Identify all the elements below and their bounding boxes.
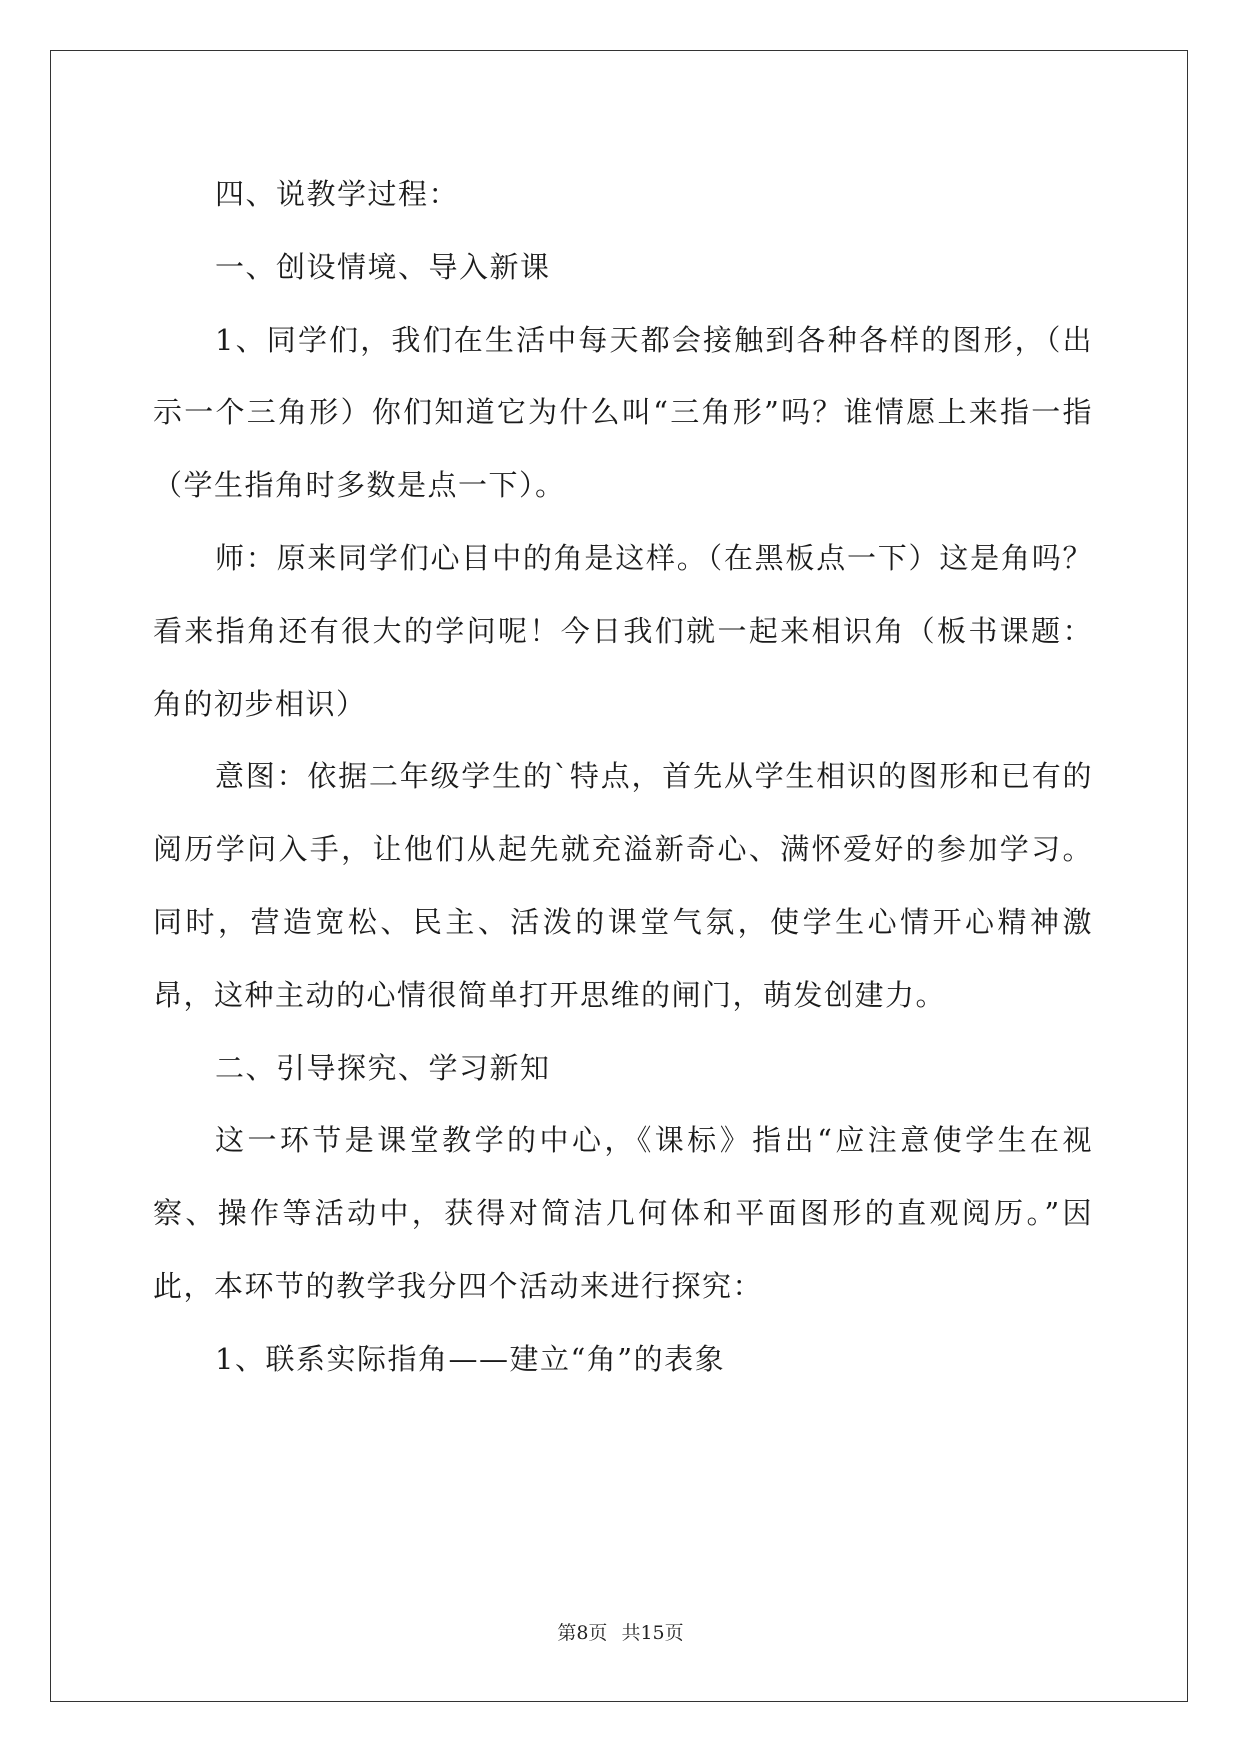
page-footer — [0, 1618, 1241, 1645]
total-page-count: 共15页 — [621, 1622, 684, 1644]
paragraph-core-section: 这一环节是课堂教学的中心，《课标》指出“应注意使学生在视察、操作等活动中，获得对简洁几何体和平面图形的直观阅历。”因此，本环节的教学我分四个活动来进行探究： — [153, 1123, 1093, 1303]
heading-teaching-process: 四、说教学过程： — [215, 177, 460, 211]
heading-activity-one: 1、联系实际指角——建立“角”的表象 — [215, 1341, 726, 1376]
paragraph-intro-shapes: 1、同学们，我们在生活中每天都会接触到各种各样的图形，（出示一个三角形）你们知道它为什么叫“三角形”吗？谁情愿上来指一指（学生指角时多数是点一下）。 — [153, 322, 1093, 503]
heading-section-one: 一、创设情境、导入新课 — [215, 249, 551, 284]
heading-section-two: 二、引导探究、学习新知 — [215, 1050, 551, 1085]
paragraph-teacher-remark: 师：原来同学们心目中的角是这样。（在黑板点一下）这是角吗？看来指角还有很大的学问呢！今日我们就一起来相识角（板书课题：角的初步相识） — [153, 540, 1093, 721]
paragraph-intent: 意图：依据二年级学生的`特点，首先从学生相识的图形和已有的阅历学问入手，让他们从起先就充溢新奇心、满怀爱好的参加学习。同时，营造宽松、民主、活泼的课堂气氛，使学生心情开心精神激昂，这种主动的心情很简单打开思维的闸门，萌发创建力。 — [153, 759, 1093, 1012]
current-page-number: 第8页 — [557, 1622, 608, 1644]
document-body — [153, 158, 1093, 1396]
